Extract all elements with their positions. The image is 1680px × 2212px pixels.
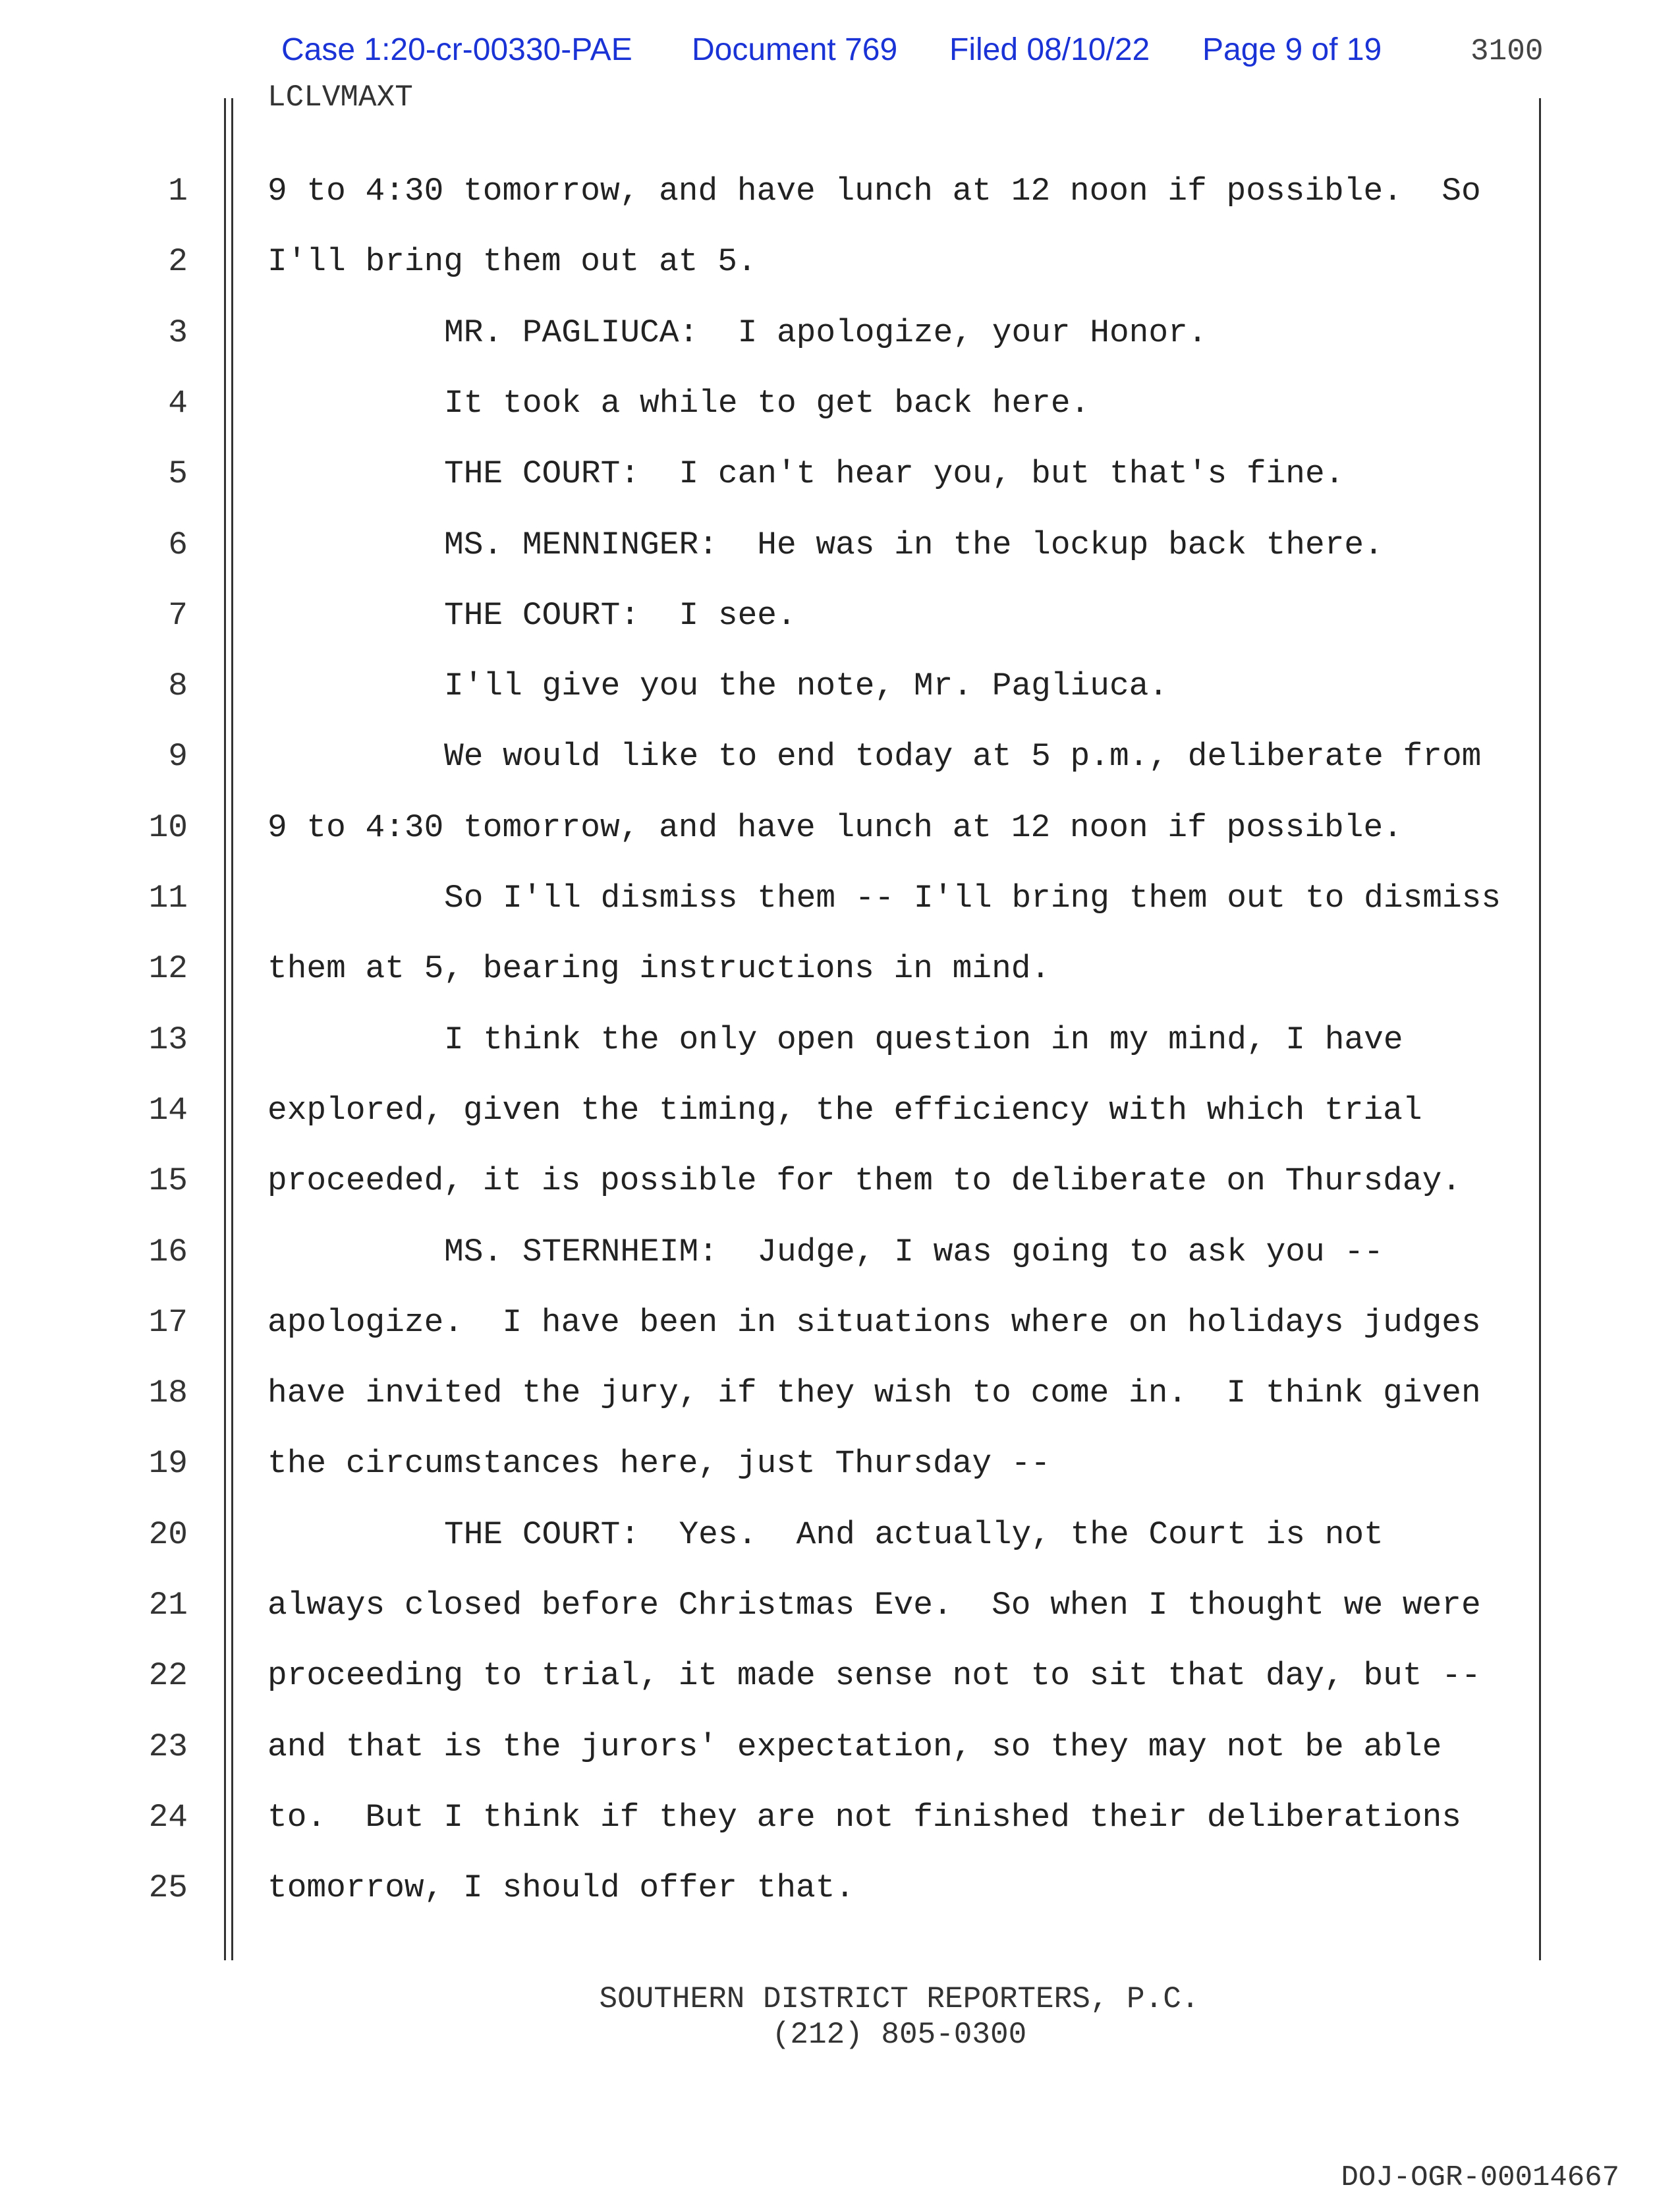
line-text: It took a while to get back here. — [444, 384, 1090, 422]
filed-date: Filed 08/10/22 — [949, 32, 1150, 67]
line-text: We would like to end today at 5 p.m., deliberate from — [444, 738, 1482, 776]
line-number: 5 — [168, 455, 188, 493]
line-text: proceeding to trial, it made sense not to sit that day, but -- — [267, 1657, 1481, 1695]
transcript-line — [0, 950, 1680, 990]
transcript-line — [0, 455, 1680, 495]
transcript-line — [0, 880, 1680, 919]
line-number: 16 — [148, 1233, 188, 1270]
line-text: always closed before Christmas Eve. So when I thought we were — [267, 1587, 1481, 1624]
line-text: apologize. I have been in situations where on holidays judges — [267, 1303, 1481, 1341]
transcript-line — [0, 314, 1680, 354]
line-text: and that is the jurors' expectation, so they may not be able — [267, 1728, 1442, 1765]
line-number: 1 — [168, 173, 188, 210]
line-text: THE COURT: Yes. And actually, the Court is not — [444, 1516, 1384, 1553]
line-number: 23 — [148, 1728, 188, 1765]
line-number: 18 — [148, 1375, 188, 1412]
line-number: 24 — [148, 1798, 188, 1836]
transcript-line — [0, 597, 1680, 637]
line-text: THE COURT: I can't hear you, but that's fine. — [444, 455, 1345, 493]
transcript-line — [0, 1657, 1680, 1697]
line-number: 19 — [148, 1445, 188, 1483]
line-number: 9 — [168, 738, 188, 776]
line-text: So I'll dismiss them -- I'll bring them out to dismiss — [444, 880, 1501, 917]
line-text: I'll give you the note, Mr. Pagliuca. — [444, 667, 1169, 705]
line-text: 9 to 4:30 tomorrow, and have lunch at 12 noon if possible. — [267, 808, 1403, 846]
line-text: MS. STERNHEIM: Judge, I was going to ask you -- — [444, 1233, 1384, 1270]
transcript-line — [0, 1234, 1680, 1273]
transcript-line — [0, 173, 1680, 212]
line-text: THE COURT: I see. — [444, 596, 797, 634]
line-number: 6 — [168, 526, 188, 563]
line-text: MS. MENNINGER: He was in the lockup back there. — [444, 526, 1384, 563]
line-text: explored, given the timing, the efficiency with which trial — [267, 1091, 1422, 1129]
line-text: tomorrow, I should offer that. — [267, 1869, 855, 1907]
transcript-line — [0, 667, 1680, 707]
transcript-line — [0, 1375, 1680, 1414]
line-text: the circumstances here, just Thursday -- — [267, 1445, 1051, 1483]
transcript-line — [0, 243, 1680, 283]
transcript-code: LCLVMAXT — [267, 80, 413, 115]
bates-number: DOJ-OGR-00014667 — [1341, 2161, 1619, 2194]
line-number: 15 — [148, 1162, 188, 1200]
line-number: 7 — [168, 596, 188, 634]
transcript-line — [0, 1869, 1680, 1909]
line-text: to. But I think if they are not finished their deliberations — [267, 1798, 1461, 1836]
transcript-line — [0, 738, 1680, 778]
reporter-phone: (212) 805-0300 — [771, 2018, 1027, 2052]
line-text: have invited the jury, if they wish to come in. I think given — [267, 1375, 1481, 1412]
transcript-line — [0, 1516, 1680, 1556]
line-text: I'll bring them out at 5. — [267, 243, 757, 281]
line-number: 21 — [148, 1587, 188, 1624]
transcript-line — [0, 1162, 1680, 1202]
transcript-line — [0, 385, 1680, 424]
line-text: MR. PAGLIUCA: I apologize, your Honor. — [444, 314, 1208, 351]
line-number: 13 — [148, 1021, 188, 1058]
line-number: 22 — [148, 1657, 188, 1695]
line-number: 3 — [168, 314, 188, 351]
line-number: 11 — [148, 880, 188, 917]
transcript-line — [0, 1021, 1680, 1061]
transcript-line — [0, 809, 1680, 849]
line-text: 9 to 4:30 tomorrow, and have lunch at 12 noon if possible. So — [267, 173, 1481, 210]
page-indicator: Page 9 of 19 — [1202, 32, 1382, 67]
reporter-name: SOUTHERN DISTRICT REPORTERS, P.C. — [599, 1982, 1200, 2016]
line-number: 10 — [148, 808, 188, 846]
line-number: 20 — [148, 1516, 188, 1553]
line-number: 17 — [148, 1303, 188, 1341]
transcript-line — [0, 1587, 1680, 1626]
line-number: 4 — [168, 384, 188, 422]
line-text: I think the only open question in my mind, I have — [444, 1021, 1403, 1058]
transcript-line — [0, 1092, 1680, 1131]
line-number: 25 — [148, 1869, 188, 1907]
line-number: 8 — [168, 667, 188, 705]
transcript-line — [0, 1728, 1680, 1768]
line-text: them at 5, bearing instructions in mind. — [267, 950, 1051, 988]
line-number: 14 — [148, 1091, 188, 1129]
line-text: proceeded, it is possible for them to deliberate on Thursday. — [267, 1162, 1461, 1200]
line-number: 12 — [148, 950, 188, 988]
transcript-line — [0, 526, 1680, 566]
case-number: Case 1:20-cr-00330-PAE — [281, 32, 632, 67]
transcript-line — [0, 1304, 1680, 1344]
transcript-line — [0, 1799, 1680, 1838]
line-number: 2 — [168, 243, 188, 281]
transcript-page-number: 3100 — [1470, 34, 1544, 69]
transcript-line — [0, 1445, 1680, 1485]
document-number: Document 769 — [692, 32, 898, 67]
